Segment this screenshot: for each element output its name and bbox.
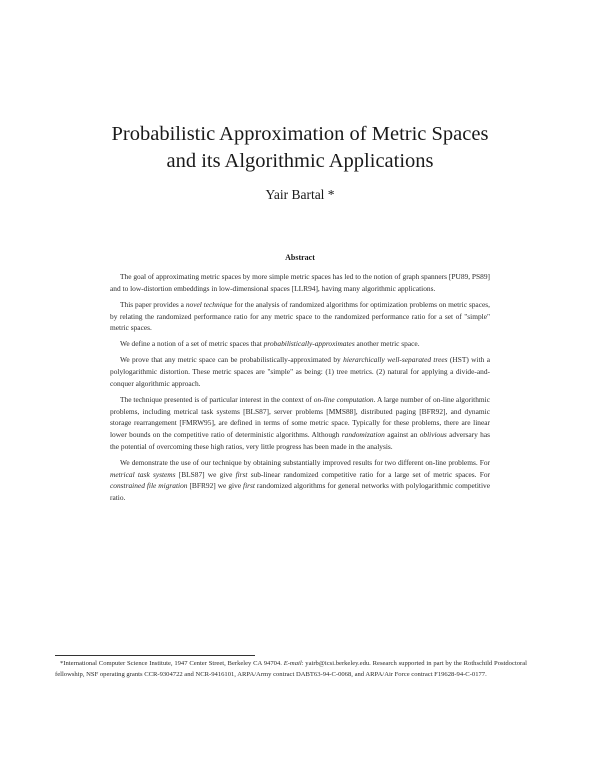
- paragraph-text: We prove that any metric space can be probabilistically-approximated by: [120, 355, 344, 365]
- footnote-text: [55, 659, 527, 680]
- emphasis-text: on-line computation: [313, 394, 374, 404]
- abstract-heading: Abstract: [285, 253, 315, 262]
- paragraph-text: against an: [384, 430, 420, 439]
- paragraph-text: for the analysis of randomized algorithms for optimization problems on metric spaces, by relating the randomized performance ratio for any metric space to the randomized performance ratio for a set of "simple" metric spaces.: [110, 299, 490, 333]
- emphasis-text: probabilistically-approximates: [263, 339, 355, 349]
- paper-title-line-1: Probabilistic Approximation of Metric Spaces: [111, 123, 489, 145]
- paragraph-text: sub-linear randomized competitive ratio for a large set of metric spaces. For: [247, 469, 490, 479]
- footnote: [55, 659, 527, 680]
- paragraph-text: This paper provides a: [120, 299, 186, 309]
- abstract-paragraph-3: [110, 338, 490, 350]
- abstract-paragraph-2: [110, 299, 490, 334]
- abstract-paragraph-4: [110, 354, 490, 389]
- emphasis-text: first: [235, 469, 248, 479]
- paragraph-text: . A large number of on-line algorithmic problems, including metrical task systems [BLS87], server problems [MMS88], distributed paging [BFR92], and dynamic storage rearrangement [FMRW95], are defined in terms of some metric space. Typically for these problems, there are linear lower bounds on the competitive ratio of deterministic algorithms. Although: [110, 394, 490, 439]
- abstract-paragraph-5: [110, 394, 490, 453]
- abstract-paragraph-1: [110, 271, 490, 294]
- emphasis-text: novel technique: [185, 299, 233, 309]
- paragraph-text: adversary has the potential of overcoming these high ratios, very little progress has been made in the analysis.: [110, 430, 490, 451]
- emphasis-text: metrical task systems: [110, 469, 176, 479]
- paragraph-text: The goal of approximating metric spaces by more simple metric spaces has led to the notion of graph spanners [PU89, PS89] and to low-distortion embeddings in low-dimensional spaces [LLR94], having many algorithmic applications.: [110, 272, 490, 293]
- paragraph-text: The technique presented is of particular interest in the context of: [120, 394, 314, 404]
- abstract-paragraph-6: [110, 457, 490, 504]
- footnote-divider: [55, 655, 255, 656]
- paragraph-text: another metric space.: [354, 339, 420, 349]
- emphasis-text: E-mail: [283, 660, 302, 667]
- emphasis-text: hierarchically well-separated trees: [343, 355, 448, 365]
- paragraph-text: randomized algorithms for general networks with polylogarithmic competitive ratio.: [110, 481, 491, 502]
- paragraph-text: [BFR92] we give: [187, 481, 244, 491]
- paragraph-text: [BLS87] we give: [175, 469, 236, 479]
- emphasis-text: oblivious: [419, 430, 447, 439]
- emphasis-text: constrained file migration: [110, 481, 188, 491]
- paper-title-line-2: and its Algorithmic Applications: [166, 150, 434, 172]
- paragraph-text: We demonstrate the use of our technique by obtaining substantially improved results for two different on-line problems. For: [120, 457, 490, 467]
- author-name: Yair Bartal *: [265, 187, 335, 202]
- emphasis-text: first: [243, 481, 255, 491]
- footnote-affiliation: *International Computer Science Institute, 1947 Center Street, Berkeley CA 94704.: [60, 660, 284, 667]
- emphasis-text: randomization: [341, 430, 385, 439]
- abstract-body: [110, 271, 490, 508]
- paragraph-text: We define a notion of a set of metric spaces that: [120, 339, 264, 349]
- paragraph-text: (HST) with a polylogarithmic distortion. These metric spaces are "simple" as being: (1) tree metrics. (2) natural for applying a divide-and-conquer algorithmic approach.: [110, 355, 490, 388]
- footnote-funding: : yairb@icsi.berkeley.edu. Research supported in part by the Rothschild Postdoctoral fellowship, NSF operating grants CCR-9304722 and NCR-9416101, ARPA/Army contract DABT63-94-C-0068, and ARPA/Air Force contract F19628-94-C-0177.: [55, 660, 527, 678]
